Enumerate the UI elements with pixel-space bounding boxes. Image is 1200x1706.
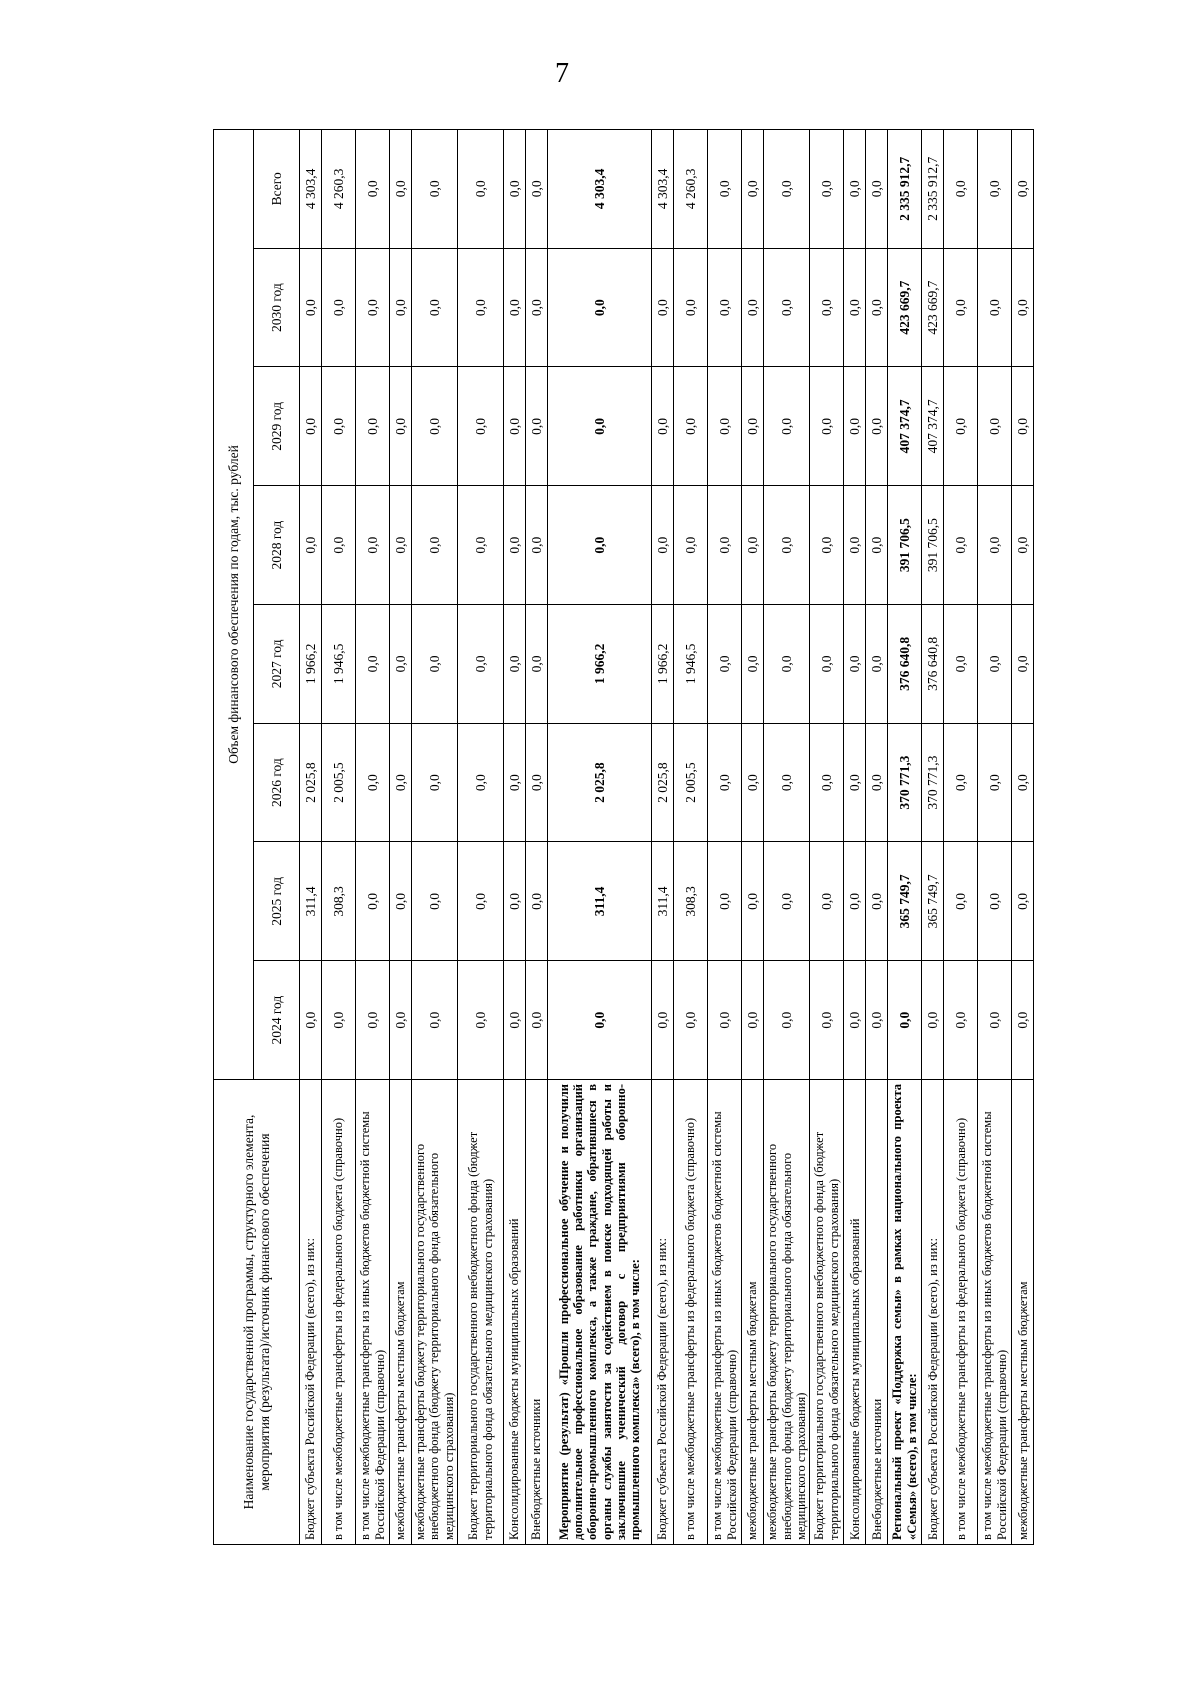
value-cell: 0,0 [810, 367, 844, 486]
row-label: Внебюджетные источники [526, 1080, 548, 1545]
value-cell: 0,0 [526, 961, 548, 1080]
value-cell: 370 771,3 [922, 723, 944, 842]
value-cell: 0,0 [412, 367, 458, 486]
value-cell: 0,0 [978, 129, 1012, 248]
value-cell: 2 335 912,7 [888, 129, 922, 248]
value-cell: 0,0 [458, 367, 504, 486]
value-cell: 0,0 [526, 129, 548, 248]
value-cell: 0,0 [844, 248, 866, 367]
value-cell: 0,0 [810, 961, 844, 1080]
value-cell: 0,0 [504, 129, 526, 248]
table-row [844, 129, 866, 1544]
value-cell: 4 303,4 [300, 129, 322, 248]
value-cell: 0,0 [944, 367, 978, 486]
row-label: в том числе межбюджетные трансферты из иных бюджетов бюджетной системы Российской Федерации (справочно) [356, 1080, 390, 1545]
value-cell: 0,0 [742, 486, 764, 605]
table-row [810, 129, 844, 1544]
financing-table [213, 129, 1034, 1545]
value-cell: 0,0 [356, 248, 390, 367]
value-cell: 4 303,4 [548, 129, 652, 248]
header-year-5: 2029 год [254, 367, 300, 486]
value-cell: 0,0 [322, 961, 356, 1080]
row-label: Консолидированные бюджеты муниципальных образований [844, 1080, 866, 1545]
value-cell: 0,0 [390, 367, 412, 486]
value-cell: 0,0 [708, 486, 742, 605]
value-cell: 0,0 [742, 129, 764, 248]
table-row [742, 129, 764, 1544]
value-cell: 0,0 [412, 961, 458, 1080]
value-cell: 0,0 [708, 605, 742, 724]
row-label: межбюджетные трансферты местным бюджетам [1012, 1080, 1034, 1545]
table-row [390, 129, 412, 1544]
value-cell: 407 374,7 [888, 367, 922, 486]
value-cell: 0,0 [674, 367, 708, 486]
table-row [652, 129, 674, 1544]
value-cell: 0,0 [548, 367, 652, 486]
value-cell: 0,0 [458, 605, 504, 724]
header-name-column: Наименование государственной программы, структурного элемента, мероприятия (результата)/источник финансового обеспечения [214, 1080, 300, 1545]
value-cell: 308,3 [674, 842, 708, 961]
table-row [708, 129, 742, 1544]
value-cell: 0,0 [866, 248, 888, 367]
value-cell: 0,0 [764, 961, 810, 1080]
value-cell: 2 005,5 [322, 723, 356, 842]
value-cell: 0,0 [810, 842, 844, 961]
table-row [978, 129, 1012, 1544]
value-cell: 1 946,5 [322, 605, 356, 724]
header-year-6: 2030 год [254, 248, 300, 367]
value-cell: 0,0 [390, 248, 412, 367]
value-cell: 0,0 [412, 842, 458, 961]
value-cell: 0,0 [944, 961, 978, 1080]
value-cell: 0,0 [978, 842, 1012, 961]
value-cell: 0,0 [922, 961, 944, 1080]
value-cell: 0,0 [300, 961, 322, 1080]
value-cell: 0,0 [322, 248, 356, 367]
value-cell: 0,0 [810, 248, 844, 367]
value-cell: 0,0 [504, 605, 526, 724]
value-cell: 2 025,8 [652, 723, 674, 842]
row-label: в том числе межбюджетные трансферты из иных бюджетов бюджетной системы Российской Федерации (справочно) [708, 1080, 742, 1545]
value-cell: 0,0 [356, 367, 390, 486]
value-cell: 0,0 [356, 129, 390, 248]
value-cell: 0,0 [810, 605, 844, 724]
value-cell: 0,0 [978, 723, 1012, 842]
value-cell: 0,0 [866, 961, 888, 1080]
value-cell: 0,0 [764, 723, 810, 842]
value-cell: 0,0 [526, 486, 548, 605]
page-number: 7 [555, 58, 569, 89]
value-cell: 0,0 [526, 842, 548, 961]
value-cell: 0,0 [390, 961, 412, 1080]
value-cell: 0,0 [390, 842, 412, 961]
value-cell: 0,0 [458, 842, 504, 961]
value-cell: 0,0 [458, 961, 504, 1080]
value-cell: 0,0 [866, 842, 888, 961]
value-cell: 0,0 [1012, 961, 1034, 1080]
value-cell: 0,0 [1012, 248, 1034, 367]
value-cell: 0,0 [300, 248, 322, 367]
table-row [866, 129, 888, 1544]
value-cell: 0,0 [978, 605, 1012, 724]
value-cell: 0,0 [978, 367, 1012, 486]
row-label: Мероприятие (результат) «Прошли профессиональное обучение и получили дополнительное профессиональное образование работники организаций оборонно-промышленного комплекса, а также граждане, обратившиеся в органы службы занятости за содействием в поиске подходящей работы и заключившие ученический договор с предприятиями оборонно-промышленного комплекса» (всего), в том числе: [548, 1080, 652, 1545]
row-label: Бюджет субъекта Российской Федерации (всего), из них: [300, 1080, 322, 1545]
row-label: Региональный проект «Поддержка семьи» в рамках национального проекта «Семья» (всего), в том числе: [888, 1080, 922, 1545]
value-cell: 1 966,2 [548, 605, 652, 724]
table-body [300, 129, 1034, 1544]
value-cell: 0,0 [548, 961, 652, 1080]
value-cell: 0,0 [708, 367, 742, 486]
value-cell: 0,0 [504, 486, 526, 605]
value-cell: 0,0 [764, 129, 810, 248]
value-cell: 0,0 [390, 486, 412, 605]
value-cell: 0,0 [674, 486, 708, 605]
row-label: Бюджет территориального государственного внебюджетного фонда (бюджет территориального фонда обязательного медицинского страхования) [810, 1080, 844, 1545]
value-cell: 4 260,3 [674, 129, 708, 248]
table-row [674, 129, 708, 1544]
value-cell: 0,0 [526, 723, 548, 842]
row-label: Консолидированные бюджеты муниципальных образований [504, 1080, 526, 1545]
table-row [458, 129, 504, 1544]
value-cell: 0,0 [504, 961, 526, 1080]
value-cell: 1 966,2 [300, 605, 322, 724]
table-row [356, 129, 390, 1544]
value-cell: 0,0 [674, 248, 708, 367]
header-group-title: Объем финансового обеспечения по годам, тыс. рублей [214, 129, 254, 1079]
value-cell: 308,3 [322, 842, 356, 961]
value-cell: 0,0 [356, 486, 390, 605]
value-cell: 0,0 [526, 605, 548, 724]
value-cell: 0,0 [866, 486, 888, 605]
table-row [412, 129, 458, 1544]
value-cell: 0,0 [390, 723, 412, 842]
row-label: Бюджет территориального государственного внебюджетного фонда (бюджет территориального фонда обязательного медицинского страхования) [458, 1080, 504, 1545]
financing-table-container [213, 130, 1030, 1545]
value-cell: 0,0 [764, 367, 810, 486]
value-cell: 311,4 [548, 842, 652, 961]
value-cell: 0,0 [526, 248, 548, 367]
value-cell: 0,0 [742, 961, 764, 1080]
value-cell: 2 005,5 [674, 723, 708, 842]
value-cell: 423 669,7 [888, 248, 922, 367]
row-label: в том числе межбюджетные трансферты из федерального бюджета (справочно) [674, 1080, 708, 1545]
value-cell: 0,0 [944, 248, 978, 367]
value-cell: 0,0 [412, 723, 458, 842]
value-cell: 0,0 [888, 961, 922, 1080]
value-cell: 0,0 [322, 367, 356, 486]
value-cell: 311,4 [652, 842, 674, 961]
value-cell: 0,0 [844, 723, 866, 842]
row-label: межбюджетные трансферты местным бюджетам [742, 1080, 764, 1545]
row-label: Бюджет субъекта Российской Федерации (всего), из них: [922, 1080, 944, 1545]
value-cell: 0,0 [390, 129, 412, 248]
row-label: межбюджетные трансферты бюджету территориального государственного внебюджетного фонда (бюджету территориального фонда обязательного медицинского страхования) [764, 1080, 810, 1545]
value-cell: 4 303,4 [652, 129, 674, 248]
value-cell: 0,0 [844, 486, 866, 605]
value-cell: 0,0 [764, 486, 810, 605]
value-cell: 0,0 [1012, 842, 1034, 961]
value-cell: 0,0 [300, 486, 322, 605]
value-cell: 0,0 [742, 605, 764, 724]
value-cell: 1 946,5 [674, 605, 708, 724]
value-cell: 0,0 [674, 961, 708, 1080]
value-cell: 423 669,7 [922, 248, 944, 367]
value-cell: 2 335 912,7 [922, 129, 944, 248]
value-cell: 376 640,8 [888, 605, 922, 724]
value-cell: 365 749,7 [888, 842, 922, 961]
value-cell: 0,0 [978, 961, 1012, 1080]
value-cell: 0,0 [866, 723, 888, 842]
value-cell: 0,0 [504, 723, 526, 842]
value-cell: 0,0 [652, 248, 674, 367]
value-cell: 0,0 [944, 486, 978, 605]
value-cell: 0,0 [708, 129, 742, 248]
value-cell: 0,0 [526, 367, 548, 486]
table-row [1012, 129, 1034, 1544]
value-cell: 0,0 [356, 605, 390, 724]
value-cell: 0,0 [866, 129, 888, 248]
value-cell: 0,0 [1012, 486, 1034, 605]
value-cell: 0,0 [708, 248, 742, 367]
value-cell: 0,0 [652, 486, 674, 605]
value-cell: 0,0 [810, 723, 844, 842]
value-cell: 0,0 [1012, 723, 1034, 842]
header-year-4: 2028 год [254, 486, 300, 605]
value-cell: 0,0 [1012, 605, 1034, 724]
value-cell: 391 706,5 [888, 486, 922, 605]
value-cell: 391 706,5 [922, 486, 944, 605]
value-cell: 0,0 [866, 605, 888, 724]
table-row [526, 129, 548, 1544]
header-year-3: 2027 год [254, 605, 300, 724]
value-cell: 0,0 [844, 842, 866, 961]
value-cell: 370 771,3 [888, 723, 922, 842]
value-cell: 0,0 [708, 961, 742, 1080]
value-cell: 2 025,8 [300, 723, 322, 842]
value-cell: 4 260,3 [322, 129, 356, 248]
value-cell: 0,0 [944, 605, 978, 724]
row-label: в том числе межбюджетные трансферты из иных бюджетов бюджетной системы Российской Федерации (справочно) [978, 1080, 1012, 1545]
value-cell: 0,0 [810, 486, 844, 605]
value-cell: 407 374,7 [922, 367, 944, 486]
value-cell: 0,0 [944, 129, 978, 248]
value-cell: 0,0 [844, 961, 866, 1080]
value-cell: 0,0 [844, 605, 866, 724]
value-cell: 0,0 [412, 486, 458, 605]
value-cell: 0,0 [356, 842, 390, 961]
row-label: в том числе межбюджетные трансферты из федерального бюджета (справочно) [322, 1080, 356, 1545]
value-cell: 0,0 [458, 486, 504, 605]
value-cell: 376 640,8 [922, 605, 944, 724]
value-cell: 0,0 [1012, 367, 1034, 486]
header-year-2: 2026 год [254, 723, 300, 842]
value-cell: 365 749,7 [922, 842, 944, 961]
value-cell: 0,0 [742, 248, 764, 367]
table-row [944, 129, 978, 1544]
header-year-1: 2025 год [254, 842, 300, 961]
row-label: межбюджетные трансферты местным бюджетам [390, 1080, 412, 1545]
value-cell: 0,0 [652, 367, 674, 486]
table-row [922, 129, 944, 1544]
row-label: Внебюджетные источники [866, 1080, 888, 1545]
value-cell: 0,0 [504, 842, 526, 961]
value-cell: 0,0 [1012, 129, 1034, 248]
value-cell: 0,0 [764, 605, 810, 724]
value-cell: 0,0 [978, 248, 1012, 367]
value-cell: 311,4 [300, 842, 322, 961]
row-label: Бюджет субъекта Российской Федерации (всего), из них: [652, 1080, 674, 1545]
value-cell: 0,0 [548, 486, 652, 605]
value-cell: 2 025,8 [548, 723, 652, 842]
row-label: межбюджетные трансферты бюджету территориального государственного внебюджетного фонда (бюджету территориального фонда обязательного медицинского страхования) [412, 1080, 458, 1545]
value-cell: 0,0 [708, 842, 742, 961]
table-row [548, 129, 652, 1544]
value-cell: 0,0 [458, 723, 504, 842]
value-cell: 0,0 [742, 723, 764, 842]
value-cell: 0,0 [412, 248, 458, 367]
value-cell: 0,0 [390, 605, 412, 724]
value-cell: 0,0 [866, 367, 888, 486]
value-cell: 0,0 [978, 486, 1012, 605]
value-cell: 0,0 [844, 367, 866, 486]
value-cell: 0,0 [652, 961, 674, 1080]
value-cell: 0,0 [742, 842, 764, 961]
value-cell: 0,0 [356, 723, 390, 842]
value-cell: 0,0 [708, 723, 742, 842]
value-cell: 0,0 [504, 248, 526, 367]
table-row [504, 129, 526, 1544]
table-header-row [214, 129, 254, 1544]
value-cell: 0,0 [844, 129, 866, 248]
table-row [764, 129, 810, 1544]
value-cell: 0,0 [356, 961, 390, 1080]
header-year-0: 2024 год [254, 961, 300, 1080]
value-cell: 0,0 [504, 367, 526, 486]
value-cell: 0,0 [944, 842, 978, 961]
value-cell: 0,0 [810, 129, 844, 248]
value-cell: 0,0 [742, 367, 764, 486]
table-row [322, 129, 356, 1544]
value-cell: 1 966,2 [652, 605, 674, 724]
value-cell: 0,0 [458, 129, 504, 248]
value-cell: 0,0 [322, 486, 356, 605]
value-cell: 0,0 [300, 367, 322, 486]
value-cell: 0,0 [548, 248, 652, 367]
header-year-7: Всего [254, 129, 300, 248]
value-cell: 0,0 [412, 129, 458, 248]
row-label: в том числе межбюджетные трансферты из федерального бюджета (справочно) [944, 1080, 978, 1545]
table-row [300, 129, 322, 1544]
value-cell: 0,0 [458, 248, 504, 367]
value-cell: 0,0 [764, 842, 810, 961]
value-cell: 0,0 [412, 605, 458, 724]
value-cell: 0,0 [944, 723, 978, 842]
table-row [888, 129, 922, 1544]
value-cell: 0,0 [764, 248, 810, 367]
